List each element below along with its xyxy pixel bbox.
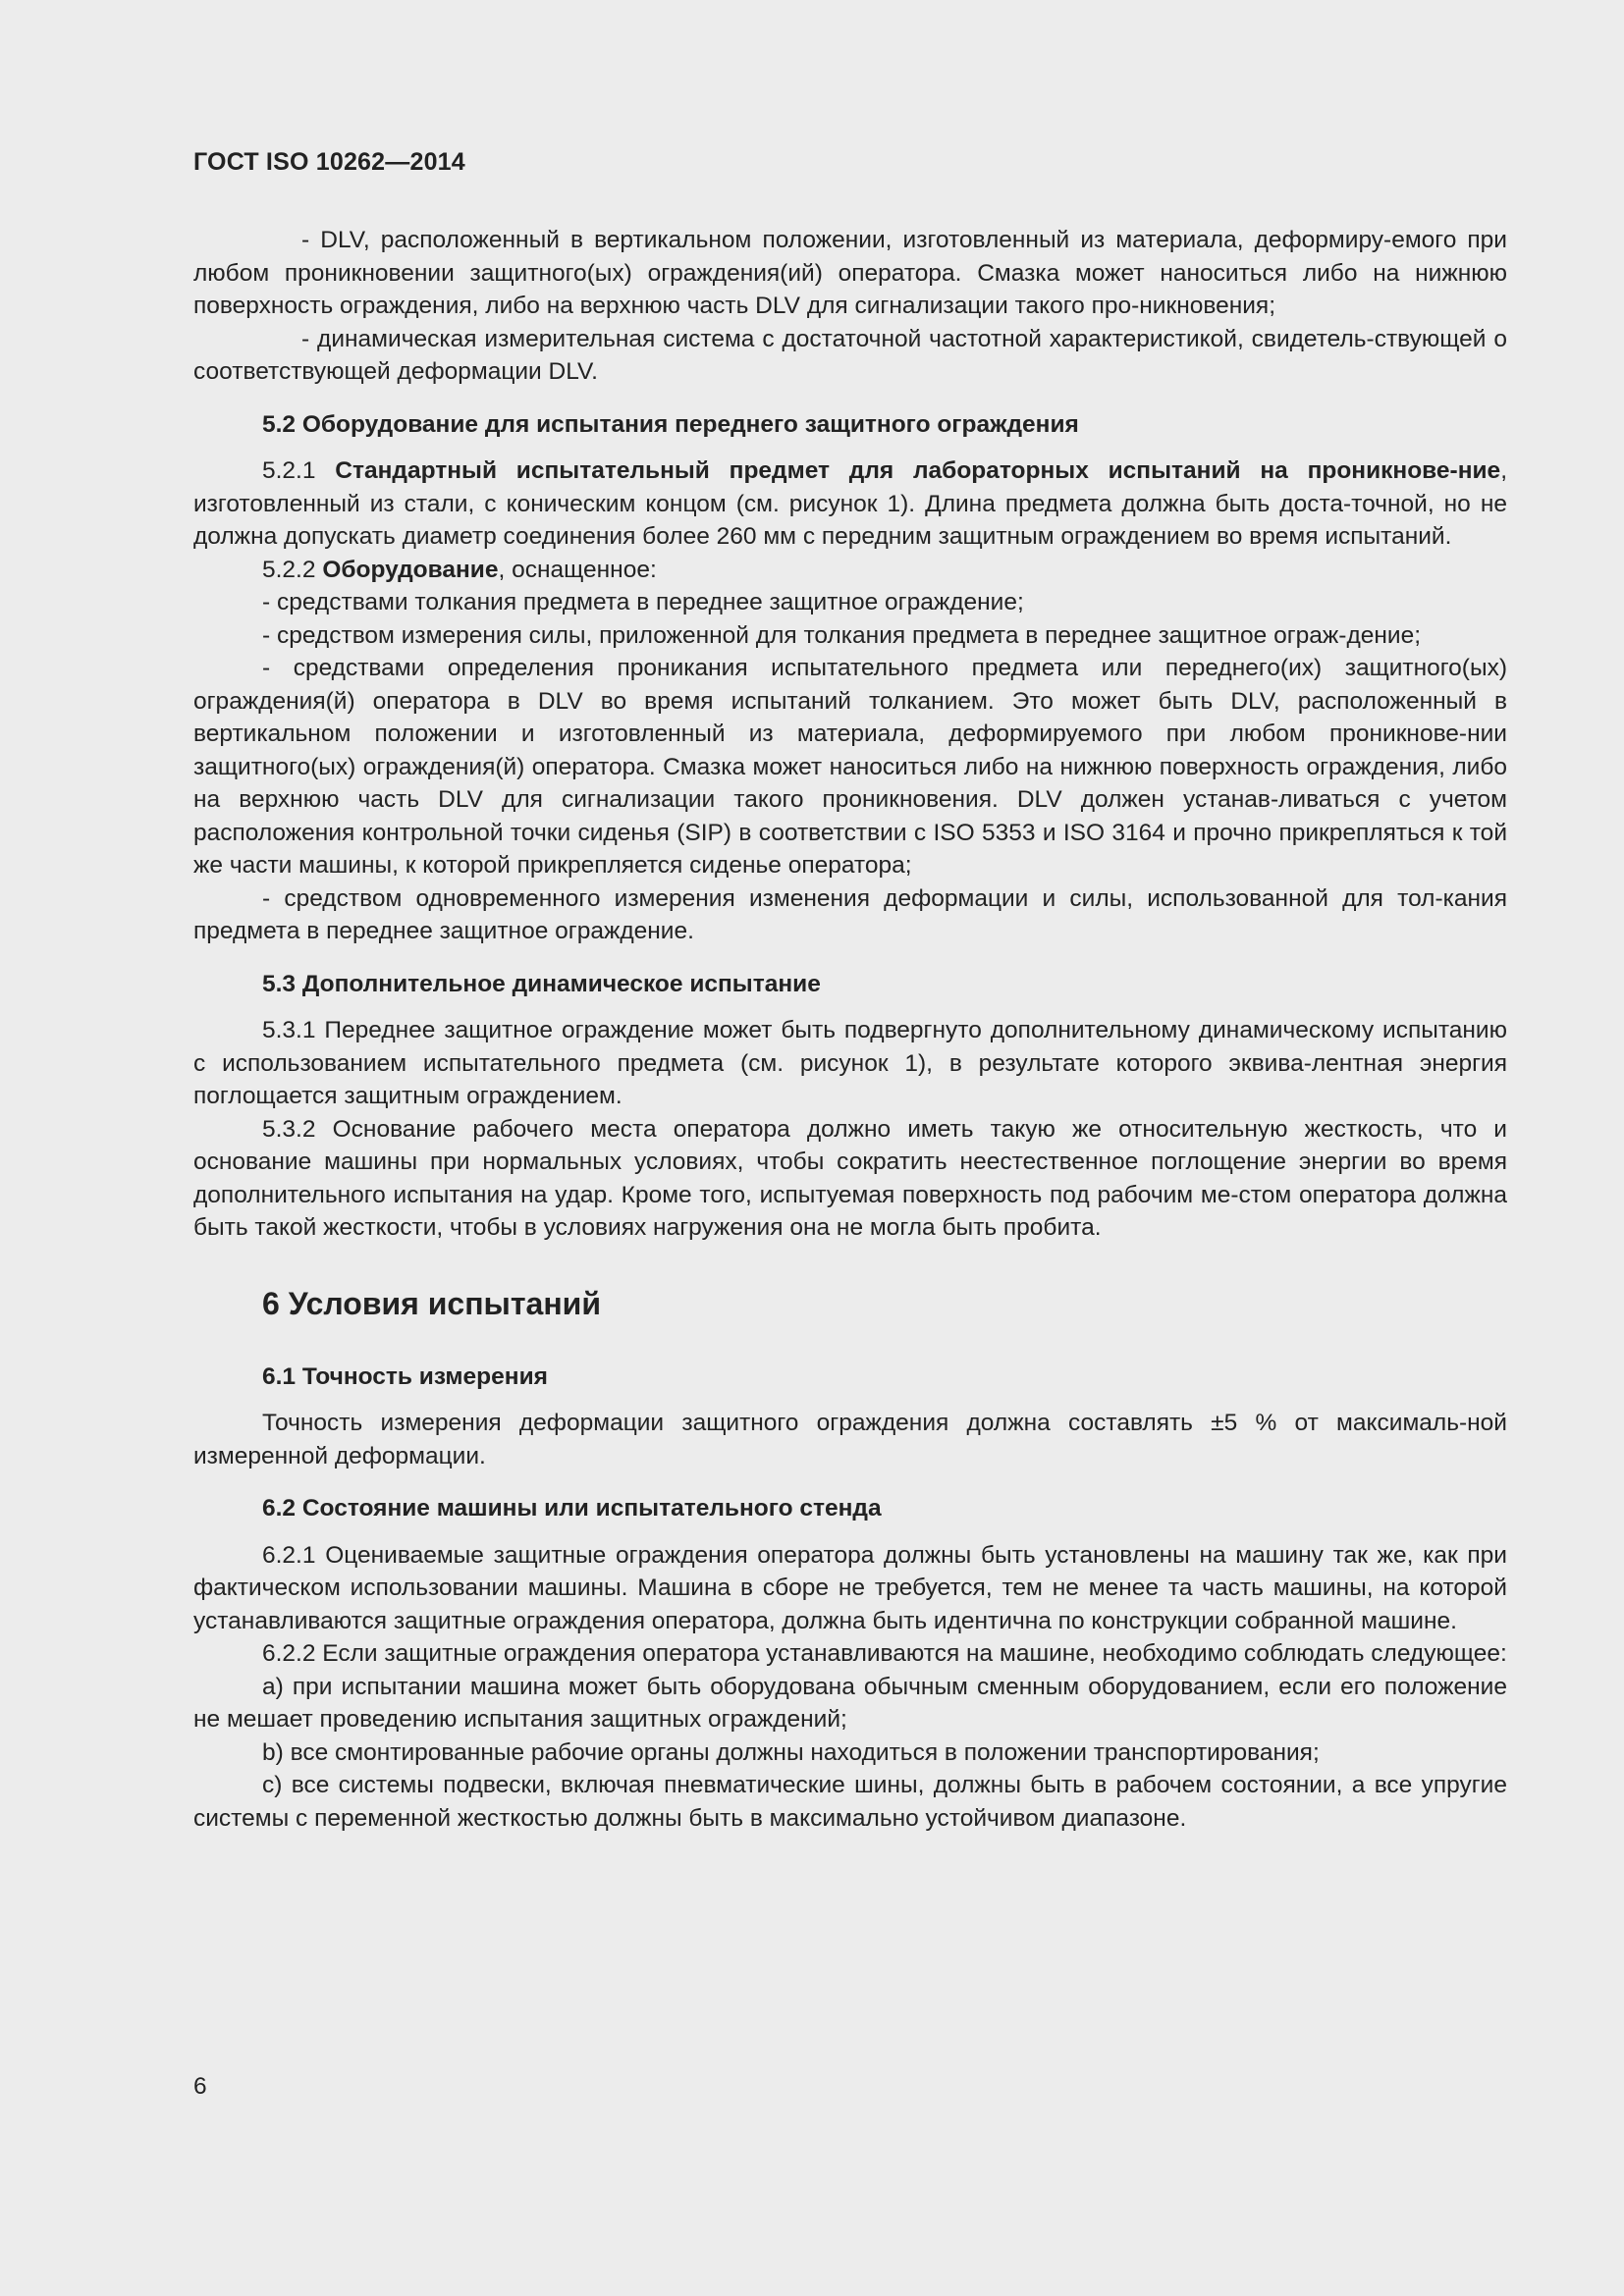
heading-5-3: 5.3 Дополнительное динамическое испытание <box>262 970 821 997</box>
list-item: - средством измерения силы, приложенной для толкания предмета в переднее защитное ограж-дение; <box>262 621 1422 649</box>
page-number: 6 <box>193 2073 207 2100</box>
clause-number: 5.2.1 <box>262 457 316 484</box>
clause-number: 5.2.2 <box>262 556 316 583</box>
clause-text: , оснащенное: <box>498 556 657 583</box>
paragraph-6-1: Точность измерения деформации защитного ограждения должна составлять ±5 % от максималь-ной измеренной деформации. <box>193 1410 1507 1469</box>
heading-6-2: 6.2 Состояние машины или испытательного стенда <box>262 1495 882 1522</box>
heading-section-6: 6 Условия испытаний <box>262 1285 601 1321</box>
list-item: - средствами толкания предмета в переднее защитное ограждение; <box>262 589 1024 615</box>
paragraph-5-3-1: 5.3.1 Переднее защитное ограждение может быть подвергнуто дополнительному динамическому испытанию с использованием испытательного предмета (см. рисунок 1), в результате которого эквива-лентная энергия поглощается защитным ограждением. <box>193 1017 1507 1109</box>
paragraph-5-2-2 <box>193 554 1507 587</box>
clause-text: , изготовленный из стали, с коническим концом (см. рисунок 1). Длина предмета должна быть доста-точной, но не должна допускать диаметр соединения более 260 мм с передним защитным ограждением во время испытаний. <box>193 457 1507 550</box>
list-item: a) при испытании машина может быть оборудована обычным сменным оборудованием, если его положение не мешает проведению испытания защитных ограждений; <box>193 1673 1507 1733</box>
heading-5-2: 5.2 Оборудование для испытания переднего защитного ограждения <box>262 410 1079 438</box>
heading-6-1: 6.1 Точность измерения <box>262 1362 548 1390</box>
paragraph-6-2-1: 6.2.1 Оцениваемые защитные ограждения оператора должны быть установлены на машину так же, как при фактическом использовании машины. Машина в сборе не требуется, тем не менее та часть машины, на которой устанавливаются защитные ограждения оператора, должна быть идентична по конструкции собранной машине. <box>193 1541 1507 1634</box>
document-body <box>193 224 1507 1835</box>
paragraph-6-2-2: 6.2.2 Если защитные ограждения оператора устанавливаются на машине, необходимо соблюдать следующее: <box>262 1640 1507 1667</box>
list-item: c) все системы подвески, включая пневматические шины, должны быть в рабочем состоянии, а все упругие системы с переменной жесткостью должны быть в максимально устойчивом диапазоне. <box>193 1772 1507 1832</box>
list-item: - средством одновременного измерения изменения деформации и силы, использованной для тол-кания предмета в переднее защитное ограждение. <box>193 884 1507 944</box>
paragraph-5-3-2: 5.3.2 Основание рабочего места оператора должно иметь такую же относительную жесткость, что и основание машины при нормальных условиях, чтобы сократить неестественное поглощение энергии во время дополнительного испытания на удар. Кроме того, испытуемая поверхность под рабочим ме-стом оператора должна быть такой жесткости, чтобы в условиях нагружения она не могла быть пробита. <box>193 1115 1507 1241</box>
paragraph-5-2-1 <box>193 454 1507 554</box>
bold-term: Стандартный испытательный предмет для лабораторных испытаний на проникнове-ние <box>335 457 1501 484</box>
paragraph-dynamic-system: - динамическая измерительная система с достаточной частотной характеристикой, свидетель-ствующей о соответствующей деформации DLV. <box>193 325 1507 385</box>
paragraph-dlv: - DLV, расположенный в вертикальном положении, изготовленный из материала, деформиру-емого при любом проникновении защитного(ых) ограждения(ий) оператора. Смазка может наноситься либо на нижнюю поверхность ограждения, либо на верхнюю часть DLV для сигнализации такого про-никновения; <box>193 227 1507 319</box>
bold-term: Оборудование <box>322 556 499 583</box>
list-item: b) все смонтированные рабочие органы должны находиться в положении транспортирования; <box>262 1738 1320 1766</box>
document-header: ГОСТ ISO 10262—2014 <box>193 148 465 176</box>
list-item: - средствами определения проникания испытательного предмета или переднего(их) защитного(ых) ограждения(й) оператора в DLV во время испытаний толканием. Это может быть DLV, расположенный в вертикальном положении и изготовленный из материала, деформируемого при любом проникнове-нии защитного(ых) ограждения(й) оператора. Смазка может наноситься либо на нижнюю поверхность ограждения, либо на верхнюю часть DLV для сигнализации такого проникновения. DLV должен устанав-ливаться с учетом расположения контрольной точки сиденья (SIP) в соответствии с ISO 5353 и ISO 3164 и прочно прикрепляться к той же части машины, к которой прикрепляется сиденье оператора; <box>193 655 1507 879</box>
